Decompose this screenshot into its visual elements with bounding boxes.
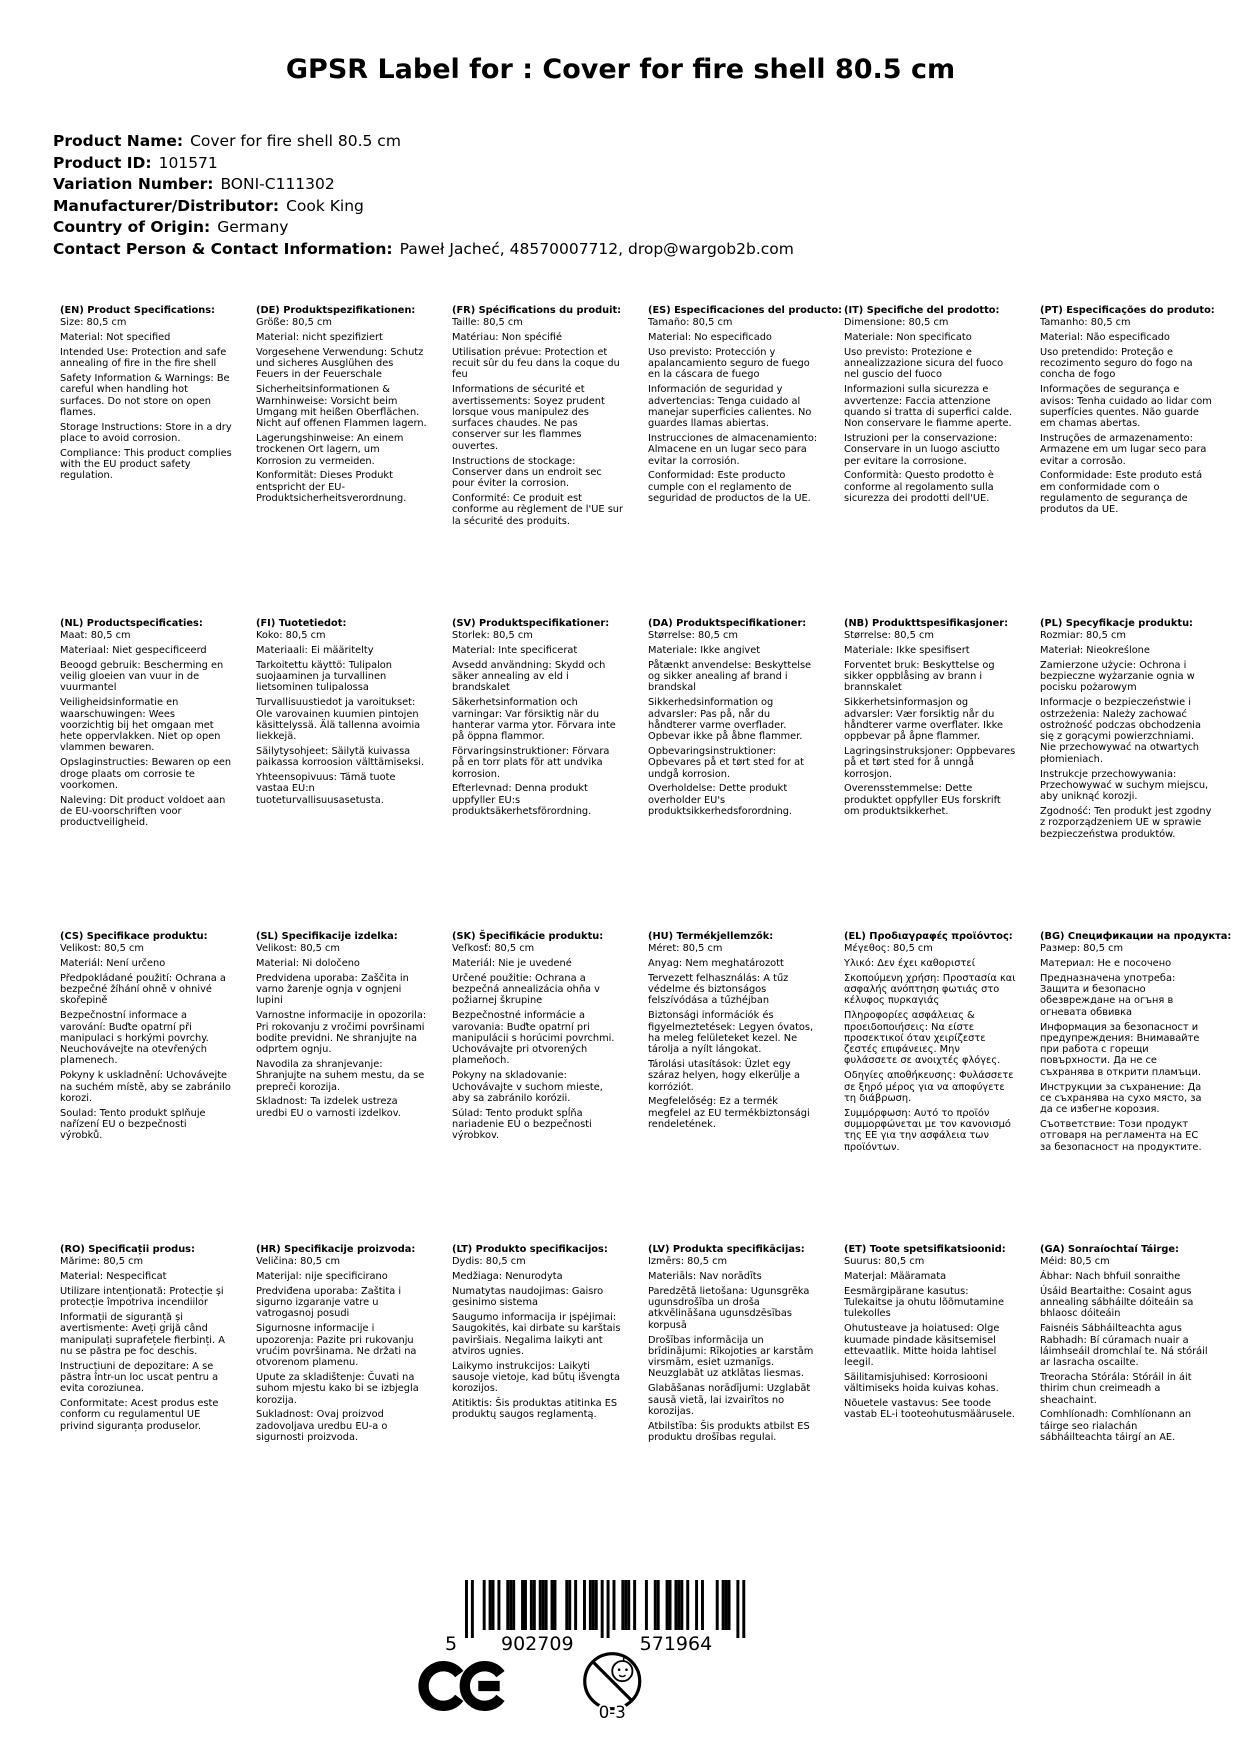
spec-paragraph: Izmērs: 80,5 cm	[648, 1256, 728, 1268]
spec-paragraph: Size: 80,5 cm	[60, 317, 127, 329]
spec-paragraph: Størrelse: 80,5 cm	[844, 630, 934, 642]
spec-block-cs	[60, 931, 232, 1244]
spec-paragraph: Koko: 80,5 cm	[256, 630, 326, 642]
spec-paragraph: Materiał: Nieokreślone	[1040, 645, 1150, 657]
spec-paragraph: Sicherheitsinformationen & Warnhinweise: Vorsicht beim Umgang mit heißen Oberflächen. Nicht auf offenen Flammen lagern.	[256, 384, 427, 430]
spec-paragraph: Instrucțiuni de depozitare: A se păstra într-un loc uscat pentru a evita coroziunea.	[60, 1360, 219, 1395]
spec-paragraph: Upute za skladištenje: Čuvati na suhom mjestu kako bi se izbjegla korozija.	[256, 1371, 419, 1406]
spec-block-heading: (CS) Specifikace produktu:	[60, 931, 208, 942]
spec-paragraph: Materiaal: Niet gespecificeerd	[60, 645, 207, 657]
spec-paragraph: Numatytas naudojimas: Gaisro gesinimo sistema	[452, 1285, 604, 1309]
spec-block-heading: (EN) Product Specifications:	[60, 305, 215, 316]
spec-paragraph: Storlek: 80,5 cm	[452, 630, 533, 642]
spec-paragraph: Turvallisuustiedot ja varoitukset: Ole varovainen kuumien pintojen käsittelyssä. Älä tallenna avoimia liekkejä.	[256, 697, 421, 743]
spec-paragraph: Säilitamisjuhised: Korrosiooni vältimiseks hoida kuivas kohas.	[844, 1371, 999, 1395]
field-label: Product ID:	[53, 153, 152, 172]
spec-paragraph: Informações de segurança e avisos: Tenha cuidado ao lidar com superfícies quentes. Não guarde em chamas abertas.	[1040, 384, 1212, 430]
spec-paragraph: Velikost: 80,5 cm	[60, 943, 144, 955]
spec-paragraph: Ohutusteave ja hoiatused: Olge kuumade pindade käsitsemisel ettevaatlik. Mitte hoida lahtisel leegil.	[844, 1323, 1000, 1369]
spec-block-heading: (HR) Specifikacije proizvoda:	[256, 1244, 416, 1255]
spec-paragraph: Materiale: Ikke spesifisert	[844, 645, 970, 657]
spec-paragraph: Μέγεθος: 80,5 cm	[844, 943, 933, 955]
spec-paragraph: Istruzioni per la conservazione: Conservare in un luogo asciutto per evitare la corrosione.	[844, 432, 1000, 467]
spec-paragraph: Nõuetele vastavus: See toode vastab EL-i tooteohutusmäärusele.	[844, 1398, 1015, 1421]
spec-block-heading: (ET) Toote spetsifikatsioonid:	[844, 1244, 1006, 1255]
field-label: Country of Origin:	[53, 218, 211, 236]
spec-paragraph: Tarkoitettu käyttö: Tulipalon suojaaminen ja turvallinen lietsominen tulipalossa	[256, 659, 392, 694]
country-of-origin-row	[53, 217, 794, 239]
spec-paragraph: Dimensione: 80,5 cm	[844, 317, 949, 329]
spec-block-heading: (FI) Tuotetiedot:	[256, 618, 347, 629]
spec-paragraph: Säkerhetsinformation och varningar: Var försiktig när du hanterar varma ytor. Förvara inte på öppna flammor.	[452, 697, 616, 743]
spec-block-heading: (PT) Especificações do produto:	[1040, 305, 1215, 316]
spec-paragraph: Conformidad: Este producto cumple con el reglamento de seguridad de productos de la UE.	[648, 470, 811, 504]
spec-paragraph: Materiāls: Nav norādīts	[648, 1271, 762, 1283]
spec-paragraph: Instruções de armazenamento: Armazene em um lugar seco para evitar a corrosão.	[1040, 432, 1207, 467]
spec-paragraph: Skladnost: Ta izdelek ustreza uredbi EU o varnosti izdelkov.	[256, 1096, 401, 1119]
spec-paragraph: Uso pretendido: Proteção e recozimento seguro do fogo na concha de fogo	[1040, 346, 1193, 381]
spec-paragraph: Veličina: 80,5 cm	[256, 1256, 341, 1268]
spec-paragraph: Určené použitie: Ochrana a bezpečná annealizácia ohňa v požiarnej škrupine	[452, 972, 600, 1007]
spec-paragraph: Méid: 80,5 cm	[1040, 1256, 1110, 1268]
spec-paragraph: Konformität: Dieses Produkt entspricht der EU-Produktsicherheitsverordnung.	[256, 470, 407, 504]
spec-paragraph: Información de seguridad y advertencias: Tenga cuidado al manejar superficies calientes. No guardes llamas abiertas.	[648, 384, 812, 430]
spec-block-en	[60, 305, 232, 618]
spec-paragraph: Suurus: 80,5 cm	[844, 1256, 925, 1268]
spec-paragraph: Material: Not specified	[60, 332, 171, 344]
spec-paragraph: Conformitate: Acest produs este conform cu regulamentul UE privind siguranța produselor.	[60, 1398, 219, 1432]
spec-paragraph: Atitiktis: Šis produktas atitinka ES produktų saugos reglamentą.	[452, 1398, 618, 1421]
age-warning-0-3-icon	[582, 1648, 648, 1733]
spec-paragraph: Velikost: 80,5 cm	[256, 943, 340, 955]
spec-paragraph: Předpokládané použití: Ochrana a bezpečné žíhání ohně v ohnivé skořepině	[60, 972, 226, 1007]
spec-paragraph: Opbevaringsinstruktioner: Opbevares på et tørt sted for at undgå korrosion.	[648, 745, 804, 780]
spec-paragraph: Materiale: Non specificato	[844, 332, 972, 344]
spec-block-heading: (SL) Specifikacije izdelka:	[256, 931, 398, 942]
spec-paragraph: Materiál: Není určeno	[60, 958, 166, 970]
spec-paragraph: Tárolási utasítások: Üzlet egy száraz helyen, hogy elkerülje a korróziót.	[648, 1058, 801, 1093]
spec-paragraph: Uso previsto: Protezione e annealizzazione sicura del fuoco nel guscio del fuoco	[844, 346, 1004, 381]
spec-paragraph: Conformità: Questo prodotto è conforme al regolamento sulla sicurezza dei prodotti dell'UE.	[844, 470, 994, 504]
spec-paragraph: Sikkerhetsinformasjon og advarsler: Vær forsiktig når du håndterer varme overflater. Ikke oppbevar på åpne flammer.	[844, 697, 1003, 743]
spec-block-heading: (NB) Produkttspesifikasjoner:	[844, 618, 1008, 629]
spec-paragraph: Intended Use: Protection and safe annealing of fire in the fire shell	[60, 346, 227, 370]
spec-paragraph: Zgodność: Ten produkt jest zgodny z rozporządzeniem UE w sprawie bezpieczeństwa produktów.	[1040, 805, 1212, 840]
spec-block-nb	[844, 618, 1016, 931]
spec-block-heading: (HU) Termékjellemzők:	[648, 931, 774, 942]
spec-paragraph: Informații de siguranță și avertismente: Aveți grijă când manipulați suprafețele fierbinți. A nu se păstra pe foc deschis.	[60, 1311, 225, 1357]
spec-paragraph: Lagringsinstruksjoner: Oppbevares på et tørt sted for å unngå korrosjon.	[844, 745, 1016, 780]
spec-paragraph: Größe: 80,5 cm	[256, 317, 332, 329]
spec-paragraph: Safety Information & Warnings: Be careful when handling hot surfaces. Do not store on open flames.	[60, 372, 230, 418]
spec-block-heading: (ES) Especificaciones del producto:	[648, 305, 843, 316]
spec-block-fr	[452, 305, 624, 618]
spec-paragraph: Pokyny k uskladnění: Uchovávejte na suchém místě, aby se zabránilo korozi.	[60, 1070, 231, 1104]
spec-paragraph: Beoogd gebruik: Bescherming en veilig gloeien van vuur in de vuurmantel	[60, 659, 224, 694]
spec-paragraph: Tervezett felhasználás: A tűz védelme és biztonságos felszívódása a tűzhéjban	[648, 972, 789, 1007]
product-name-row	[53, 131, 794, 153]
spec-paragraph: Forventet bruk: Beskyttelse og sikker oppblåsing av brann i brannskalet	[844, 659, 995, 694]
spec-paragraph: Drošības informācija un brīdinājumi: Rīkojoties ar karstām virsmām, esiet uzmanīgs. Neuzglabāt uz atklātas liesmas.	[648, 1334, 814, 1380]
spec-paragraph: Veiligheidsinformatie en waarschuwingen: Wees voorzichtig bij het omgaan met hete oppervlakken. Niet op open vlammen bewaren.	[60, 697, 221, 754]
barcode-digit-group: 5	[444, 1633, 458, 1652]
spec-block-el	[844, 931, 1016, 1244]
spec-paragraph: Overholdelse: Dette produkt overholder EU's produktsikkerhedsforordning.	[648, 783, 793, 817]
spec-paragraph: Materiál: Nie je uvedené	[452, 958, 572, 970]
spec-paragraph: Информация за безопасност и предупреждения: Внимавайте при работа с горещи повърхности. Да не се съхранява в открити пламъци.	[1040, 1021, 1201, 1078]
field-label: Contact Person & Contact Information:	[53, 239, 393, 258]
spec-paragraph: Comhlíonadh: Comhlíonann an táirge seo rialachán sábháilteachta táirgí an AE.	[1040, 1409, 1192, 1443]
product-info	[53, 131, 794, 260]
field-label: Product Name:	[53, 132, 184, 150]
spec-paragraph: Opslaginstructies: Bewaren op een droge plaats om corrosie te voorkomen.	[60, 757, 232, 791]
spec-block-heading: (FR) Spécifications du produit:	[452, 305, 622, 316]
spec-block-heading: (PL) Specyfikacje produktu:	[1040, 618, 1193, 629]
spec-paragraph: Compliance: This product complies with the EU product safety regulation.	[60, 447, 232, 482]
spec-block-it	[844, 305, 1016, 618]
spec-paragraph: Paredzētā lietošana: Ugunsgrēka ugunsdrošība un droša atkvēlināšana ugunsdzēsības korpusā	[648, 1285, 810, 1331]
spec-paragraph: Maat: 80,5 cm	[60, 630, 131, 642]
spec-paragraph: Συμμόρφωση: Αυτό το προϊόν συμμορφώνεται με τον κανονισμό της ΕΕ για την ασφάλεια των προϊόντων.	[844, 1107, 1011, 1153]
field-value: Germany	[217, 218, 289, 236]
spec-paragraph: Saugumo informacija ir įspėjimai: Saugokitės, kai dirbate su karštais paviršiais. Negalima laikyti ant atviros ugnies.	[452, 1311, 621, 1357]
spec-paragraph: Съответствие: Този продукт отговаря на регламента на ЕС за безопасност на продуктите.	[1040, 1118, 1202, 1153]
spec-block-bg	[1040, 931, 1232, 1244]
spec-paragraph: Matériau: Non spécifié	[452, 332, 563, 344]
spec-paragraph: Conformidade: Este produto está em conformidade com o regulamento de segurança de produtos da UE.	[1040, 470, 1203, 516]
spec-paragraph: Materiaali: Ei määritelty	[256, 645, 374, 657]
field-value: Paweł Jacheć, 48570007712, drop@wargob2b.com	[399, 239, 794, 258]
ce-mark-icon	[418, 1658, 510, 1718]
spec-block-heading: (IT) Specifiche del prodotto:	[844, 305, 1000, 316]
spec-paragraph: Størrelse: 80,5 cm	[648, 630, 738, 642]
spec-paragraph: Tamaño: 80,5 cm	[648, 317, 733, 329]
spec-paragraph: Biztonsági információk és figyelmeztetések: Legyen óvatos, ha meleg felületeket kezel. Ne tárolja a nyílt lángokat.	[648, 1010, 814, 1056]
spec-paragraph: Zamierzone użycie: Ochrona i bezpieczne wyżarzanie ognia w pocisku pożarowym	[1040, 659, 1195, 694]
spec-paragraph: Úsáid Beartaithe: Cosaint agus annealing sábháilte dóiteáin sa bhlaosc dóiteáin	[1040, 1285, 1194, 1320]
spec-block-heading: (BG) Спецификации на продукта:	[1040, 931, 1232, 942]
field-label: Variation Number:	[53, 175, 214, 193]
spec-paragraph: Materiale: Ikke angivet	[648, 645, 761, 657]
spec-block-heading: (LV) Produkta specifikācijas:	[648, 1244, 805, 1255]
spec-paragraph: Naleving: Dit product voldoet aan de EU-voorschriften voor productveiligheid.	[60, 794, 226, 829]
spec-block-lv	[648, 1244, 820, 1557]
spec-paragraph: Påtænkt anvendelse: Beskyttelse og sikker anealing af brand i brandskal	[648, 659, 812, 694]
variation-number-row	[53, 174, 794, 196]
spec-paragraph: Lagerungshinweise: An einem trockenen Ort lagern, um Korrosion zu vermeiden.	[256, 432, 404, 467]
spec-paragraph: Navodila za shranjevanje: Shranjujte na suhem mestu, da se prepreči korozija.	[256, 1058, 425, 1093]
field-value: Cover for fire shell 80.5 cm	[190, 132, 401, 150]
spec-block-ga	[1040, 1244, 1212, 1557]
spec-block-heading: (DA) Produktspecifikationer:	[648, 618, 807, 629]
spec-paragraph: Veľkosť: 80,5 cm	[452, 943, 535, 955]
spec-grid	[60, 305, 1236, 1557]
spec-paragraph: Instructions de stockage: Conserver dans un endroit sec pour éviter la corrosion.	[452, 455, 602, 490]
spec-paragraph: Overensstemmelse: Dette produktet oppfyller EUs forskrift om produktsikkerhet.	[844, 783, 1001, 817]
spec-paragraph: Eesmärgipärane kasutus: Tulekaitse ja ohutu lõõmutamine tulekolles	[844, 1285, 1004, 1320]
contact-row	[53, 239, 794, 261]
spec-paragraph: Sigurnosne informacije i upozorenja: Pazite pri rukovanju vrućim površinama. Ne držati na otvorenom plamenu.	[256, 1323, 417, 1369]
spec-paragraph: Treoracha Stórála: Stóráil in áit thirim chun creimeadh a sheachaint.	[1040, 1371, 1192, 1406]
spec-paragraph: Utilizare intenționată: Protecție și protecție împotriva incendiilor	[60, 1285, 224, 1309]
spec-block-heading: (NL) Productspecificaties:	[60, 618, 203, 629]
spec-block-heading: (SK) Špecifikácie produktu:	[452, 931, 604, 942]
barcode-digit-group: 902709	[501, 1633, 574, 1652]
spec-block-nl	[60, 618, 232, 931]
spec-paragraph: Mărime: 80,5 cm	[60, 1256, 144, 1268]
spec-paragraph: Informations de sécurité et avertissements: Soyez prudent lorsque vous manipulez des surfaces chaudes. Ne pas conserver sur les flammes ouvertes.	[452, 384, 605, 452]
barcode-digit-group: 571964	[639, 1633, 713, 1652]
spec-paragraph: Atbilstība: Šis produkts atbilst ES produktu drošības regulai.	[648, 1420, 810, 1443]
spec-block-fi	[256, 618, 428, 931]
spec-block-et	[844, 1244, 1016, 1557]
spec-paragraph: Rozmiar: 80,5 cm	[1040, 630, 1126, 642]
spec-paragraph: Storage Instructions: Store in a dry place to avoid corrosion.	[60, 421, 232, 444]
spec-paragraph: Megfelelőség: Ez a termék megfelel az EU termékbiztonsági rendeletének.	[648, 1096, 810, 1130]
spec-block-heading: (LT) Produkto specifikacijos:	[452, 1244, 608, 1255]
spec-paragraph: Efterlevnad: Denna produkt uppfyller EU:s produktsäkerhetsförordning.	[452, 783, 592, 817]
spec-block-de	[256, 305, 428, 618]
spec-block-heading: (GA) Sonraíochtaí Táirge:	[1040, 1244, 1179, 1255]
spec-paragraph: Taille: 80,5 cm	[452, 317, 523, 329]
product-id-row	[53, 153, 794, 175]
spec-paragraph: Tamanho: 80,5 cm	[1040, 317, 1131, 329]
spec-block-hu	[648, 931, 820, 1244]
spec-paragraph: Υλικό: Δεν έχει καθοριστεί	[844, 958, 976, 970]
spec-block-pt	[1040, 305, 1215, 618]
spec-paragraph: Predvidena uporaba: Zaščita in varno žarenje ognja v ognjeni lupini	[256, 972, 409, 1007]
spec-paragraph: Πληροφορίες ασφάλειας & προειδοποιήσεις: Να είστε προσεκτικοί όταν χειρίζεστε ζεστές επιφάνειες. Μην φυλάσσετε σε ανοιχτές φλόγες.	[844, 1010, 1001, 1067]
spec-paragraph: Anyag: Nem meghatározott	[648, 958, 784, 970]
spec-paragraph: Bezpečnostné informácie a varovania: Buďte opatrní pri manipulácii s horúcimi povrchmi. Uchovávajte pri otvorených plameňoch.	[452, 1010, 615, 1067]
spec-paragraph: Ábhar: Nach bhfuil sonraithe	[1040, 1271, 1181, 1283]
spec-block-heading: (SV) Produktspecifikationer:	[452, 618, 610, 629]
barcode-bars	[435, 1580, 757, 1652]
spec-paragraph: Säilytysohjeet: Säilytä kuivassa paikassa korroosion välttämiseksi.	[256, 745, 425, 769]
spec-paragraph: Conformité: Ce produit est conforme au règlement de l'UE sur la sécurité des produits.	[452, 492, 624, 527]
spec-paragraph: Glabāšanas norādījumi: Uzglabāt sausā vietā, lai izvairītos no korozijas.	[648, 1383, 811, 1417]
spec-paragraph: Material: Nespecificat	[60, 1271, 167, 1283]
spec-block-lt	[452, 1244, 624, 1557]
spec-block-heading: (RO) Specificații produs:	[60, 1244, 195, 1255]
field-label: Manufacturer/Distributor:	[53, 196, 280, 215]
spec-paragraph: Soulad: Tento produkt splňuje nařízení EU o bezpečnosti výrobků.	[60, 1107, 206, 1142]
spec-paragraph: Sukladnost: Ovaj proizvod zadovoljava uredbu EU-a o sigurnosti proizvoda.	[256, 1409, 388, 1443]
spec-paragraph: Materjal: Määramata	[844, 1271, 947, 1283]
ean13-barcode	[435, 1580, 757, 1656]
spec-block-da	[648, 618, 820, 931]
spec-paragraph: Laikymo instrukcijos: Laikyti sausoje vietoje, kad būtų išvengta korozijos.	[452, 1360, 620, 1395]
spec-paragraph: Méret: 80,5 cm	[648, 943, 723, 955]
spec-paragraph: Vorgesehene Verwendung: Schutz und sicheres Ausglühen des Feuers in der Feuerschale	[256, 346, 424, 381]
page-title: GPSR Label for : Cover for fire shell 80.5 cm	[285, 54, 956, 85]
spec-paragraph: Uso previsto: Protección y apalancamiento seguro de fuego en la cáscara de fuego	[648, 346, 810, 381]
age-warning-label: 0-3	[598, 1702, 626, 1722]
spec-paragraph: Предназначена употреба: Защита и безопасно обезвреждане на огъня в огневата обвивка	[1040, 972, 1176, 1018]
spec-block-sl	[256, 931, 428, 1244]
spec-paragraph: Faisnéis Sábháilteachta agus Rabhadh: Bí cúramach nuair a láimhseáil dromchlaí te. Ná stóráil ar lasracha oscailte.	[1040, 1323, 1208, 1369]
spec-paragraph: Bezpečnostní informace a varování: Buďte opatrní při manipulaci s horkými povrchy. Neuchovávejte na otevřených plamenech.	[60, 1010, 209, 1067]
field-value: BONI-C111302	[220, 175, 335, 193]
field-value: Cook King	[286, 196, 364, 215]
spec-paragraph: Instrukcje przechowywania: Przechowywać w suchym miejscu, aby uniknąć korozji.	[1040, 768, 1209, 803]
manufacturer-row	[53, 196, 794, 218]
spec-block-sv	[452, 618, 624, 931]
spec-paragraph: Material: Não especificado	[1040, 332, 1170, 344]
spec-paragraph: Material: No especificado	[648, 332, 772, 344]
spec-paragraph: Размер: 80,5 cm	[1040, 943, 1124, 955]
spec-paragraph: Sikkerhedsinformation og advarsler: Pas på, når du håndterer varme overflader. Opbevar ikke på åbne flammer.	[648, 697, 803, 743]
spec-paragraph: Instrucciones de almacenamiento: Almacene en un lugar seco para evitar la corrosión.	[648, 432, 818, 467]
spec-block-heading: (EL) Προδιαγραφές προϊόντος:	[844, 931, 1013, 942]
spec-paragraph: Material: nicht spezifiziert	[256, 332, 383, 344]
spec-paragraph: Förvaringsinstruktioner: Förvara på en torr plats för att undvika korrosion.	[452, 745, 610, 780]
spec-block-sk	[452, 931, 624, 1244]
spec-paragraph: Material: Inte specificerat	[452, 645, 578, 657]
spec-paragraph: Yhteensopivuus: Tämä tuote vastaa EU:n tuoteturvallisuusasetusta.	[256, 772, 396, 806]
spec-block-ro	[60, 1244, 232, 1557]
field-value: 101571	[158, 153, 218, 172]
spec-block-hr	[256, 1244, 428, 1557]
spec-paragraph: Súlad: Tento produkt spĺňa nariadenie EÚ o bezpečnosti výrobkov.	[452, 1107, 592, 1142]
spec-paragraph: Material: Ni določeno	[256, 958, 360, 970]
spec-paragraph: Informazioni sulla sicurezza e avvertenze: Faccia attenzione quando si tratta di superfici calde. Non conservare le fiamme aperte.	[844, 384, 1013, 430]
spec-paragraph: Informacje o bezpieczeństwie i ostrzeżenia: Należy zachować ostrożność podczas obchodzenia się z gorącymi powierzchniami. Nie przechowywać na otwartych płomieniach.	[1040, 697, 1202, 765]
spec-paragraph: Predviđena uporaba: Zaštita i sigurno izgaranje vatre u vatrogasnoj posudi	[256, 1285, 402, 1320]
spec-paragraph: Dydis: 80,5 cm	[452, 1256, 526, 1268]
spec-paragraph: Varnostne informacije in opozorila: Pri rokovanju z vročimi površinami bodite previdni. Ne shranjujte na odprtem ognju.	[256, 1010, 427, 1056]
spec-paragraph: Utilisation prévue: Protection et recuit sûr du feu dans la coque du feu	[452, 346, 620, 381]
spec-paragraph: Σκοπούμενη χρήση: Προστασία και ασφαλής ανόπτηση φωτιάς στο κέλυφος πυρκαγιάς	[844, 972, 1016, 1007]
spec-paragraph: Materijal: nije specificirano	[256, 1271, 388, 1283]
spec-paragraph: Материал: Не е посочено	[1040, 958, 1172, 970]
spec-paragraph: Pokyny na skladovanie: Uchovávajte v suchom mieste, aby sa zabránilo korózii.	[452, 1070, 603, 1104]
spec-block-heading: (DE) Produktspezifikationen:	[256, 305, 416, 316]
spec-paragraph: Οδηγίες αποθήκευσης: Φυλάσσετε σε ξηρό μέρος για να αποφύγετε τη διάβρωση.	[844, 1070, 1014, 1104]
spec-paragraph: Avsedd användning: Skydd och säker annealing av eld i brandskalet	[452, 659, 606, 694]
spec-block-es	[648, 305, 843, 618]
spec-paragraph: Инструкции за съхранение: Да се съхранява на сухо място, за да се избегне корозия.	[1040, 1081, 1202, 1116]
spec-block-pl	[1040, 618, 1212, 931]
spec-paragraph: Medžiaga: Nenurodyta	[452, 1271, 563, 1283]
